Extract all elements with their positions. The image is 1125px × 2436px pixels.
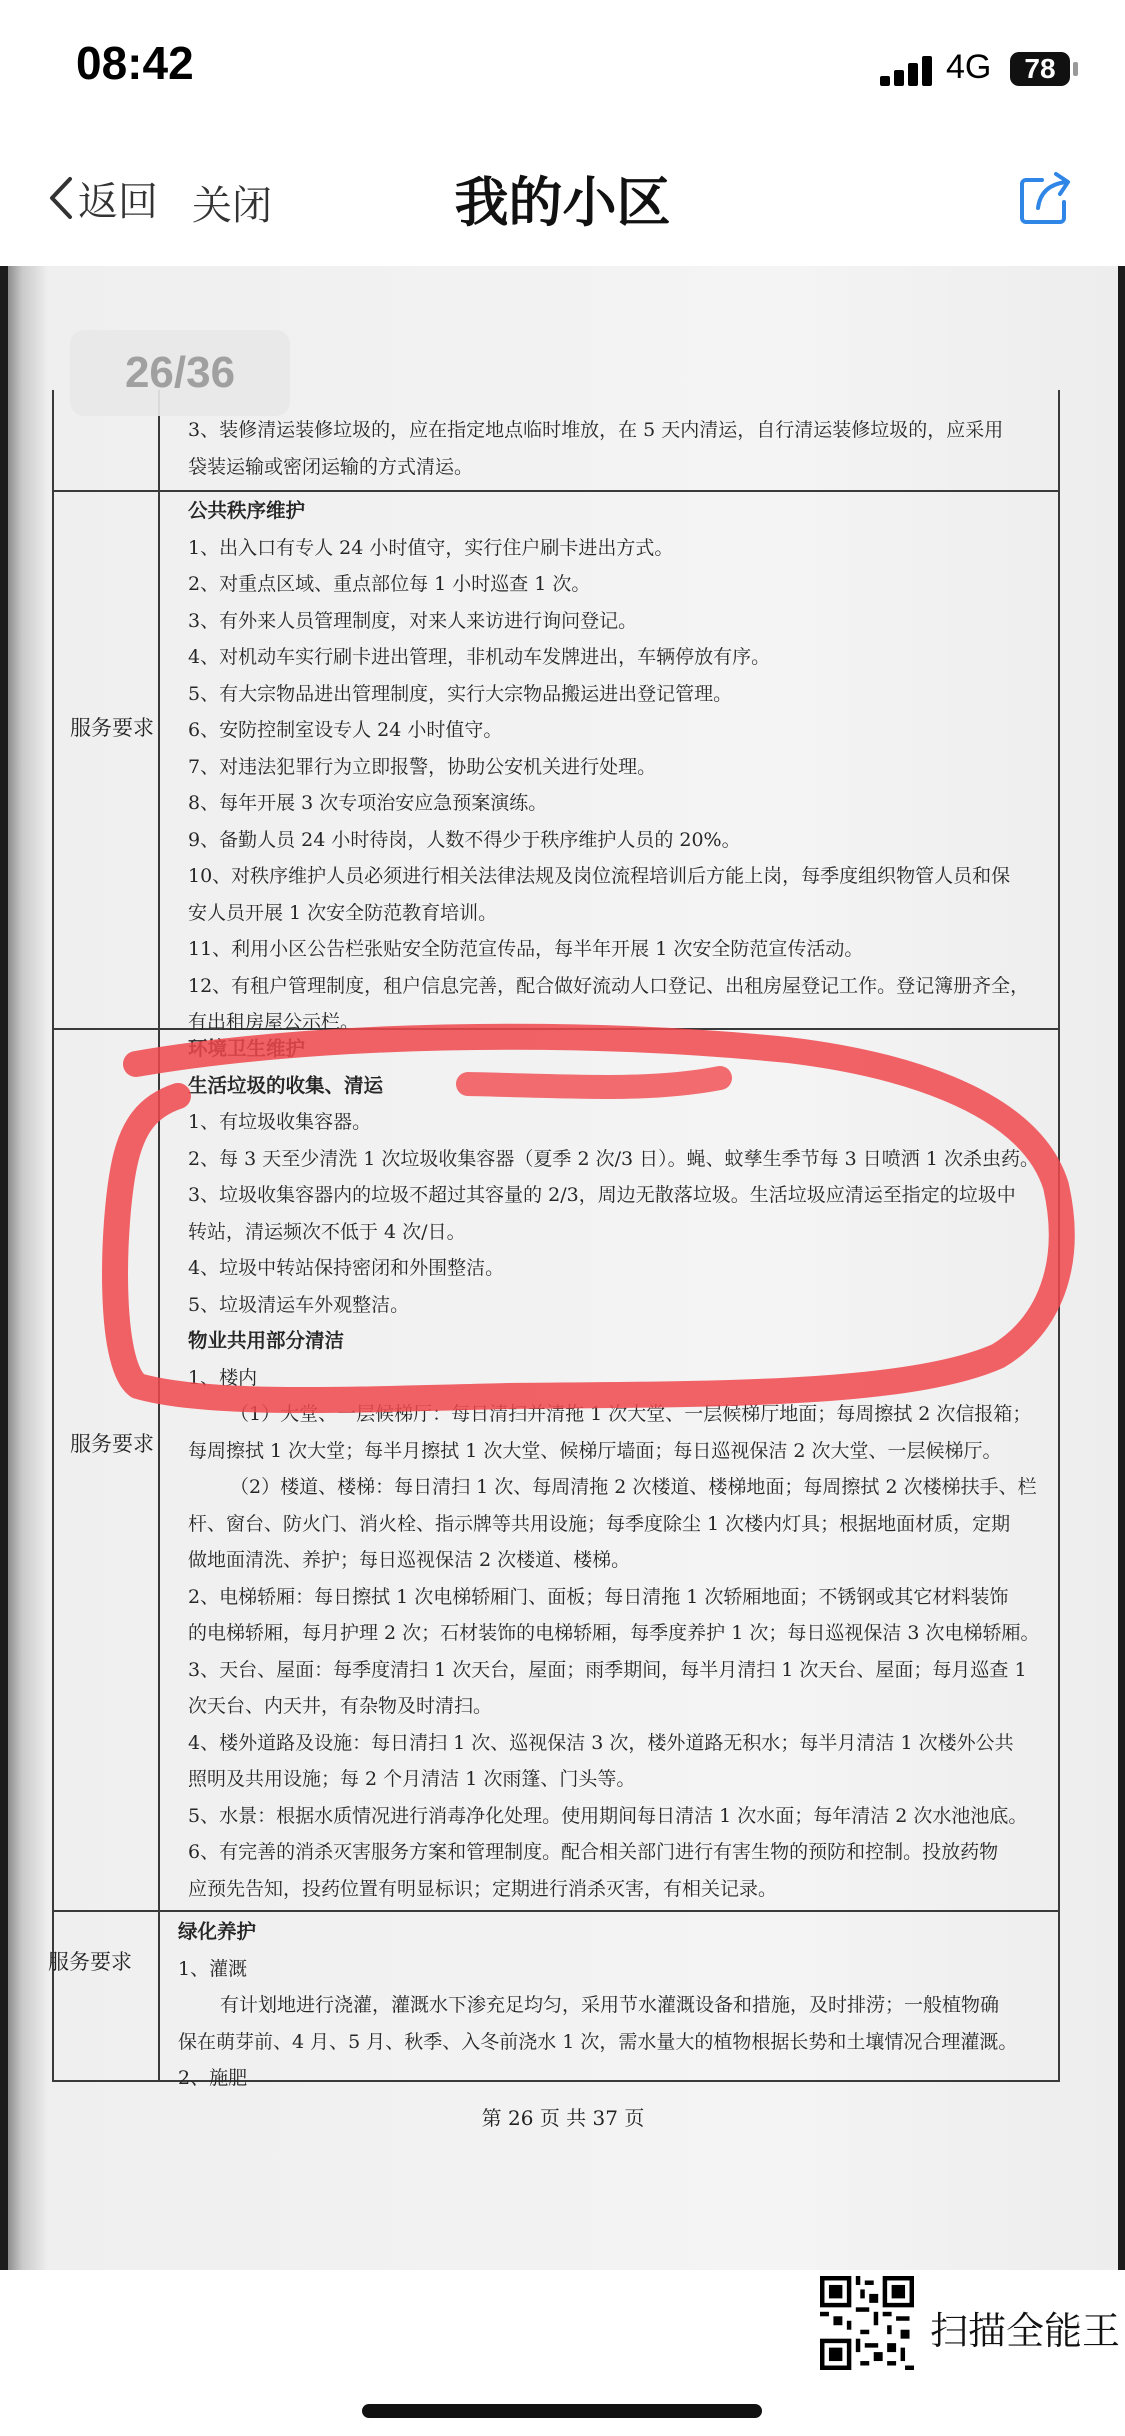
subsection-heading: 生活垃圾的收集、清运 [188, 1073, 384, 1097]
text-line: 袋装运输或密闭运输的方式清运。 [188, 455, 474, 478]
section-sanitation [188, 1031, 1040, 1907]
document-viewer[interactable] [0, 266, 1125, 2270]
text-line: 5、垃圾清运车外观整洁。 [188, 1293, 410, 1316]
text-line: 6、安防控制室设专人 24 小时值守。 [188, 719, 503, 741]
row-label-service-requirement: 服务要求 [70, 716, 154, 740]
text-line: 1、有垃圾收集容器。 [188, 1111, 372, 1133]
text-line: 3、有外来人员管理制度，对来人来访进行询问登记。 [188, 609, 638, 632]
text-line: 2、对重点区域、重点部位每 1 小时巡查 1 次。 [188, 573, 591, 595]
section-heading: 绿化养护 [178, 1920, 257, 1943]
text-line: 3、装修清运装修垃圾的，应在指定地点临时堆放，在 5 天内清运，自行清运装修垃圾的，应采用 [188, 419, 1004, 441]
top-fragment [188, 412, 1003, 485]
home-indicator[interactable] [362, 2404, 762, 2418]
battery-tip [1073, 62, 1078, 76]
bottom-bar [0, 2270, 1125, 2436]
back-label: 返回 [78, 178, 158, 225]
text-line: 应预先告知，投药位置有明显标识；定期进行消杀灭害，有相关记录。 [188, 1877, 778, 1900]
scanner-brand-label: 扫描全能王 [930, 2309, 1121, 2353]
text-line: 2、电梯轿厢：每日擦拭 1 次电梯轿厢门、面板；每日清拖 1 次轿厢地面；不锈钢或其它材料装饰 [188, 1585, 1009, 1608]
text-line: 杆、窗台、防火门、消火栓、指示牌等共用设施；每季度除尘 1 次楼内灯具；根据地面材质，定期 [188, 1512, 1011, 1535]
text-line: 照明及共用设施；每 2 个月清洁 1 次雨篷、门头等。 [188, 1768, 636, 1790]
qr-code-icon [820, 2276, 914, 2370]
page-title: 我的小区 [454, 171, 671, 234]
chevron-left-icon [48, 175, 74, 221]
text-line: 5、有大宗物品进出管理制度，实行大宗物品搬运进出登记管理。 [188, 682, 733, 705]
text-line: 有出租房屋公示栏。 [188, 1011, 360, 1033]
text-line: 的电梯轿厢，每月护理 2 次；石材装饰的电梯轿厢，每季度养护 1 次；每日巡视保洁 3 次电梯轿厢。 [188, 1622, 1040, 1644]
table-row-divider [52, 490, 1060, 492]
text-line: 每周擦拭 1 次大堂；每半月擦拭 1 次大堂、候梯厅墙面；每日巡视保洁 2 次大堂、一层候梯厅。 [188, 1439, 1002, 1462]
network-type: 4G [946, 48, 992, 86]
text-line: 6、有完善的消杀灭害服务方案和管理制度。配合相关部门进行有害生物的预防和控制。投放药物 [188, 1841, 999, 1863]
section-greening [178, 1914, 1017, 2097]
text-line: 5、水景：根据水质情况进行消毒净化处理。使用期间每日清洁 1 次水面；每年清洁 2 次水池池底。 [188, 1804, 1028, 1827]
text-line: 安人员开展 1 次安全防范教育培训。 [188, 901, 498, 924]
text-line: 10、对秩序维护人员必须进行相关法律法规及岗位流程培训后方能上岗，每季度组织物管人员和保 [188, 865, 1011, 887]
text-line: 4、对机动车实行刷卡进出管理，非机动车发牌进出，车辆停放有序。 [188, 646, 771, 668]
text-line: 3、垃圾收集容器内的垃圾不超过其容量的 2/3，周边无散落垃圾。生活垃圾应清运至指定的垃圾中 [188, 1184, 1016, 1206]
row-label-service-requirement: 服务要求 [70, 1432, 154, 1456]
row-label-service-requirement: 服务要求 [48, 1950, 132, 1974]
text-line: （1）大堂、一层候梯厅：每日清扫并清拖 1 次大堂、一层候梯厅地面；每周擦拭 2 次信报箱； [230, 1403, 1032, 1425]
status-time: 08:42 [76, 37, 194, 89]
share-icon[interactable] [1016, 170, 1076, 230]
page-footer: 第 26 页 共 37 页 [481, 2106, 645, 2130]
table-border-left [52, 390, 54, 2082]
text-line: 1、出入口有专人 24 小时值守，实行住户刷卡进出方式。 [188, 536, 674, 559]
nav-bar [0, 130, 1125, 267]
table-border-right [1058, 390, 1060, 2082]
text-line: 保在萌芽前、4 月、5 月、秋季、入冬前浇水 1 次，需水量大的植物根据长势和土壤情况合理灌溉。 [178, 2030, 1018, 2053]
text-line: 转站，清运频次不低于 4 次/日。 [188, 1220, 466, 1243]
page-counter: 26/36 [70, 330, 290, 416]
text-line: 4、楼外道路及设施：每日清扫 1 次、巡视保洁 3 次，楼外道路无积水；每半月清洁 1 次楼外公共 [188, 1731, 1014, 1754]
scanned-page [8, 266, 1118, 2270]
section-public-order [188, 493, 1029, 1041]
text-line: 12、有租户管理制度，租户信息完善，配合做好流动人口登记、出租房屋登记工作。登记簿册齐全， [188, 974, 1030, 997]
text-line: 1、灌溉 [178, 1957, 248, 1980]
text-line: 3、天台、屋面：每季度清扫 1 次天台，屋面；雨季期间，每半月清扫 1 次天台、屋面；每月巡查 1 [188, 1658, 1027, 1681]
status-bar [0, 0, 1125, 130]
section-heading: 环境卫生维护 [188, 1037, 306, 1060]
text-line: 2、施肥 [178, 2067, 248, 2089]
text-line: 1、楼内 [188, 1366, 258, 1389]
section-heading: 公共秩序维护 [188, 499, 306, 522]
text-line: 8、每年开展 3 次专项治安应急预案演练。 [188, 792, 548, 814]
text-line: 4、垃圾中转站保持密闭和外围整洁。 [188, 1257, 505, 1279]
text-line: 11、利用小区公告栏张贴安全防范宣传品，每半年开展 1 次安全防范宣传活动。 [188, 938, 864, 960]
cellular-signal-icon [880, 56, 936, 86]
text-line: 7、对违法犯罪行为立即报警，协助公安机关进行处理。 [188, 755, 657, 778]
text-line: 2、每 3 天至少清洗 1 次垃圾收集容器（夏季 2 次/3 日）。蝇、蚊孳生季节每 3 日喷洒 1 次杀虫药。 [188, 1147, 1039, 1170]
back-button[interactable] [48, 172, 158, 224]
subsection-heading: 物业共用部分清洁 [188, 1329, 345, 1352]
close-button[interactable]: 关闭 [192, 183, 272, 229]
text-line: 有计划地进行浇灌，灌溉水下渗充足均匀，采用节水灌溉设备和措施，及时排涝；一般植物确 [220, 1994, 1000, 2016]
table-row-divider [52, 1910, 1060, 1912]
text-line: （2）楼道、楼梯：每日清扫 1 次、每周清拖 2 次楼道、楼梯地面；每周擦拭 2 次楼梯扶手、栏 [230, 1476, 1037, 1498]
text-line: 9、备勤人员 24 小时待岗，人数不得少于秩序维护人员的 20%。 [188, 828, 741, 851]
table-column-divider [158, 390, 160, 2082]
text-line: 做地面清洗、养护；每日巡视保洁 2 次楼道、楼梯。 [188, 1549, 631, 1571]
battery-icon: 78 [1010, 52, 1070, 86]
text-line: 次天台、内天井，有杂物及时清扫。 [188, 1695, 493, 1717]
